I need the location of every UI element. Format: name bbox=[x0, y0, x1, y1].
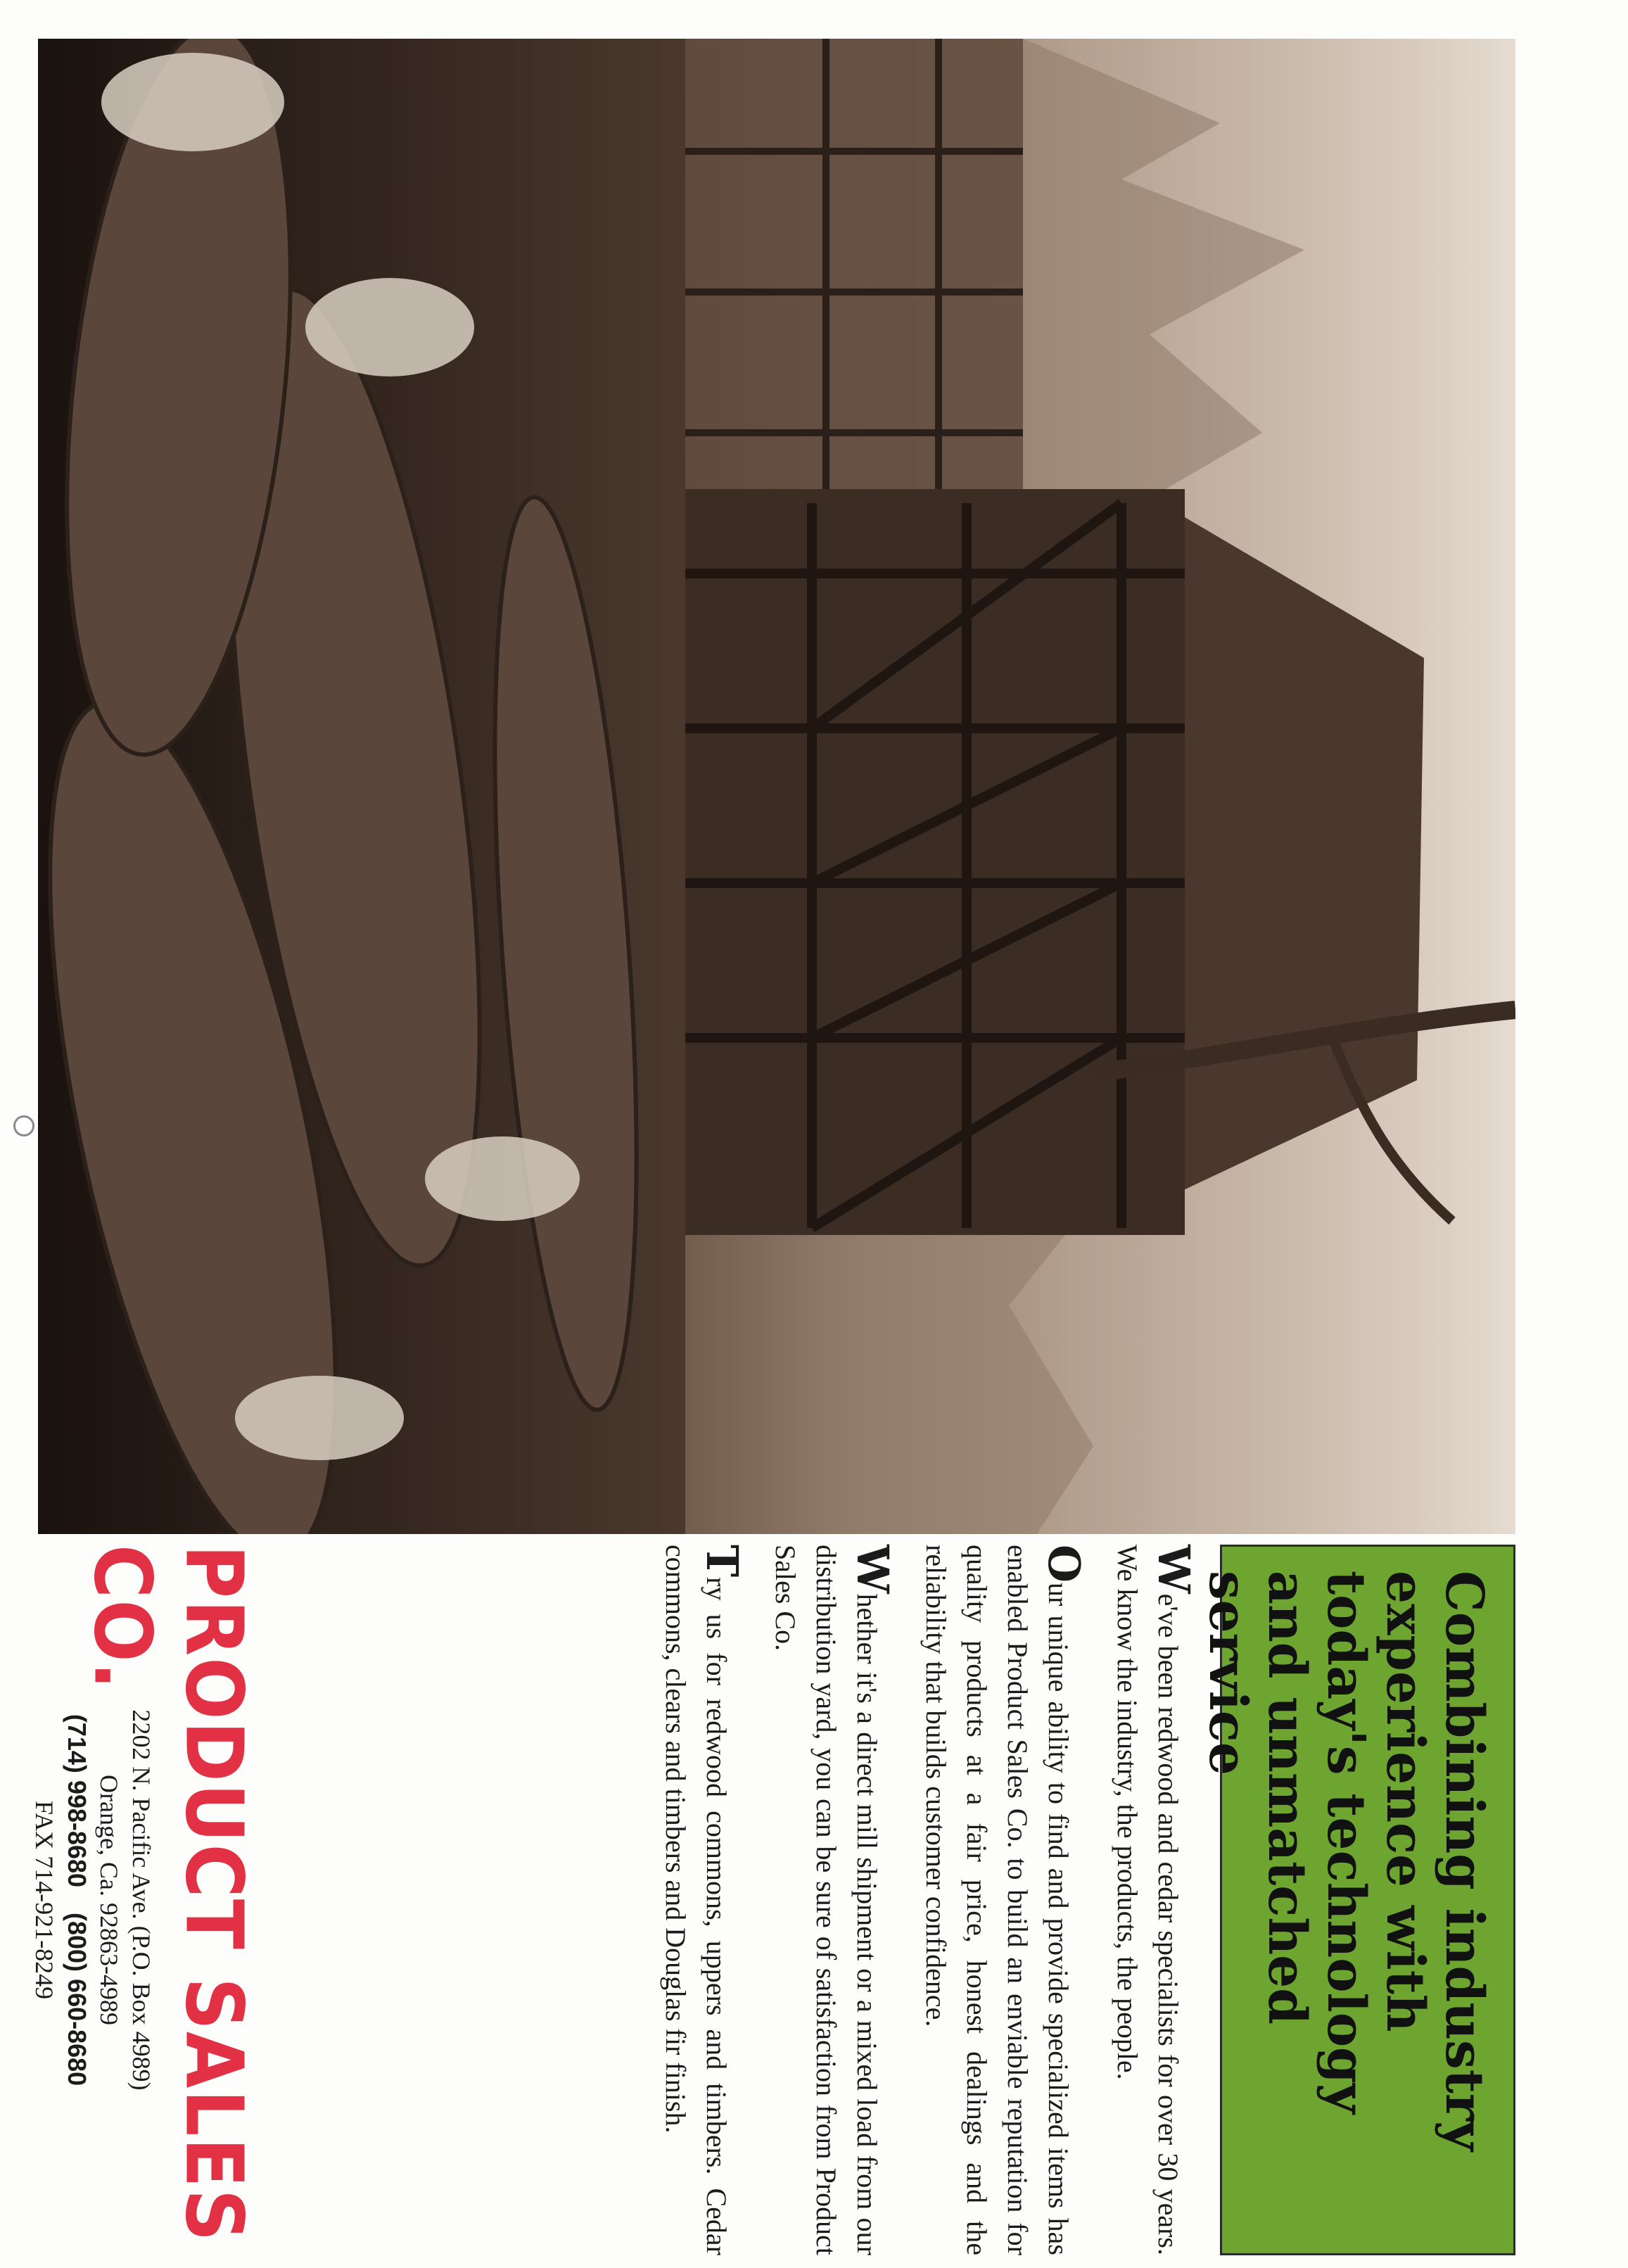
paragraph-4-text: ry us for redwood commons, uppers and timbers. Cedar commons, clears and timbers and Douglas fir finish. bbox=[660, 1545, 732, 2255]
body-copy bbox=[627, 1545, 1200, 2255]
phone-numbers bbox=[61, 1545, 93, 2255]
punch-hole bbox=[13, 1115, 34, 1136]
headline: Combining industry experience with today's technology and unmatched service bbox=[1197, 1571, 1494, 2151]
address-street: 2202 N. Pacific Ave. (P.O. Box 4989) bbox=[127, 1709, 155, 2091]
fax-number: FAX 714-921-8249 bbox=[30, 1800, 58, 2000]
paragraph-2-text: ur unique ability to find and provide specialized items has enabled Product Sales Co. to build an enviable reputation for quality products at a fair price, honest dealings and the reliability that builds customer confidence. bbox=[920, 1545, 1074, 2255]
paragraph-1 bbox=[1107, 1545, 1200, 2255]
paragraph-1-text: e've been redwood and cedar specialists for over 30 years. We know the industry, the products, the people. bbox=[1112, 1545, 1184, 2255]
company-logo: PRODUCT SALES CO. bbox=[76, 1545, 261, 2243]
paragraph-2 bbox=[915, 1545, 1090, 2255]
paragraph-3-initial: W bbox=[847, 1545, 898, 1594]
address-city: Orange, Ca. 92863-4989 bbox=[95, 1775, 123, 2025]
headline-box bbox=[1197, 1545, 1515, 2255]
sawmill-photograph bbox=[38, 39, 1515, 1534]
phone-tollfree: (800) 660-8680 bbox=[63, 1913, 91, 2086]
paragraph-2-initial: O bbox=[1038, 1545, 1090, 1583]
paragraph-4-initial: T bbox=[697, 1545, 748, 1578]
phone-local: (714) 998-8680 bbox=[63, 1713, 91, 1887]
sawmill-photo-image bbox=[38, 39, 1515, 1534]
paragraph-1-initial: W bbox=[1148, 1545, 1200, 1594]
paragraph-3 bbox=[765, 1545, 898, 2255]
paragraph-4 bbox=[655, 1545, 748, 2255]
company-address bbox=[28, 1545, 158, 2255]
paragraph-3-text: hether it's a direct mill shipment or a mixed load from our distribution yard, you can be sure of satisfaction from Product Sales Co. bbox=[770, 1545, 883, 2255]
